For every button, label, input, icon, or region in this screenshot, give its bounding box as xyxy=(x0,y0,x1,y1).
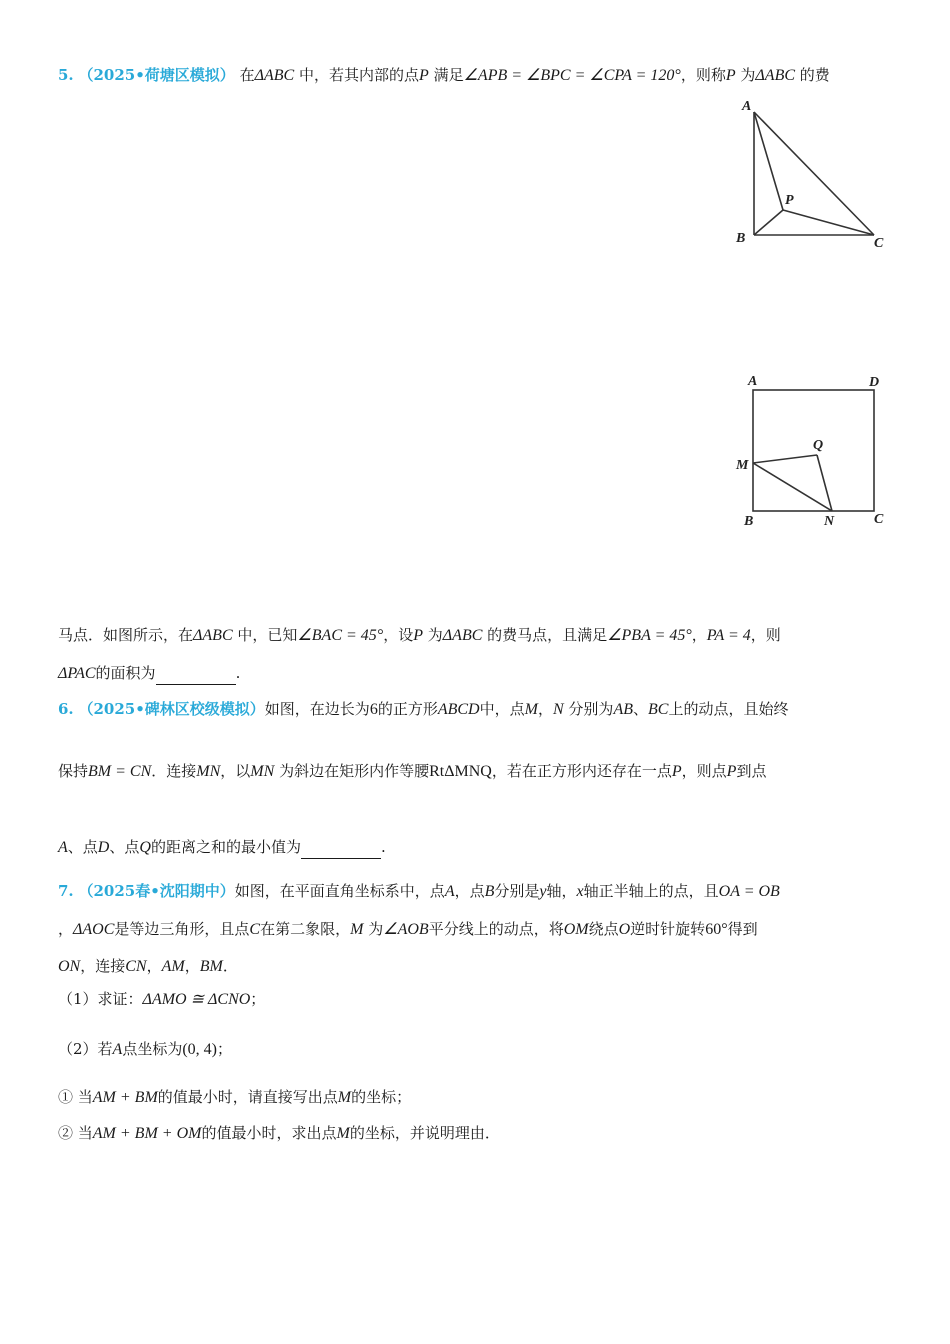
q6-line-3 xyxy=(58,836,893,859)
q6-math: P xyxy=(726,763,737,780)
q6-math: A xyxy=(58,839,68,856)
q5-text: ，则称 xyxy=(680,66,726,84)
q7-math: C xyxy=(249,921,261,938)
q7-math: x xyxy=(576,883,584,900)
q7-math: AM + BM + OM xyxy=(92,1125,202,1142)
q6-math: BM = CN xyxy=(88,763,152,780)
q5-triangle-figure xyxy=(728,96,898,256)
q6-text: ，则点 xyxy=(681,762,727,780)
q5-text: 在 xyxy=(239,66,255,84)
q7-text: 轴正半轴上的点，且 xyxy=(583,882,719,900)
q6-math: Q xyxy=(139,839,151,856)
q7-math: M xyxy=(350,921,364,938)
q5-number: 5. xyxy=(58,66,74,84)
q6-line-1 xyxy=(58,698,893,721)
q7-part-2 xyxy=(58,1038,893,1061)
q7-text: 是等边三角形，且点 xyxy=(114,920,250,938)
q7-math: OA = OB xyxy=(718,883,780,900)
q5-text: ， xyxy=(691,626,707,644)
q5-text: 的面积为 xyxy=(95,664,156,682)
q7-text: ， xyxy=(184,957,200,975)
q7-text: 点坐标为 xyxy=(122,1040,183,1058)
q6-text: . xyxy=(380,838,386,856)
q7-text: ； xyxy=(217,1040,233,1058)
q6-math: N xyxy=(552,701,564,718)
q6-label-m: M xyxy=(736,458,749,473)
q7-line-1 xyxy=(58,880,893,903)
q5-label-c: C xyxy=(874,236,884,251)
q5-math: ∠PBA = 45° xyxy=(607,627,692,644)
q5-text: 中，若其内部的点 xyxy=(298,66,419,84)
q6-math: MN xyxy=(250,763,275,780)
q7-text: 的值最小时，求出点 xyxy=(201,1124,337,1142)
q6-text: 为斜边在矩形内作等腰 xyxy=(279,762,430,780)
q7-text: 的值最小时，请直接写出点 xyxy=(157,1088,338,1106)
q6-label-c: C xyxy=(874,512,884,527)
q7-line-3 xyxy=(58,955,893,978)
q6-text: ，以 xyxy=(220,762,251,780)
q6-math: M xyxy=(524,701,538,718)
q7-math: AM xyxy=(161,958,185,975)
q7-text: 轴， xyxy=(546,882,577,900)
q7-text: ； xyxy=(250,990,266,1008)
q7-text: 在第二象限， xyxy=(260,920,351,938)
q5-math: ΔPAC xyxy=(58,665,96,682)
q7-line-2 xyxy=(58,918,893,941)
q7-text: 的坐标，并说明理由． xyxy=(349,1124,500,1142)
q6-math: MN xyxy=(196,763,221,780)
q5-text: ，设 xyxy=(383,626,414,644)
q6-text: ， xyxy=(537,700,553,718)
q7-text: 为 xyxy=(368,920,384,938)
q6-text: 分别为 xyxy=(568,700,614,718)
q5-text: . xyxy=(235,664,241,682)
q7-text: ， xyxy=(146,957,162,975)
q7-subpart-label: ① 当 xyxy=(58,1088,93,1106)
q6-math: AB xyxy=(613,701,633,718)
q6-math: RtΔMNQ xyxy=(429,763,492,780)
q6-text: ，若在正方形内还存在一点 xyxy=(491,762,672,780)
q7-math: ΔAMO ≅ ΔCNO xyxy=(142,991,251,1008)
q5-text: 满足 xyxy=(433,66,464,84)
q7-text: ，连接 xyxy=(80,957,126,975)
q6-math: ABCD xyxy=(437,701,480,718)
q7-text: ，点 xyxy=(454,882,485,900)
q7-math: B xyxy=(484,883,495,900)
q6-math: BC xyxy=(648,701,669,718)
q6-text: 的距离之和的最小值为 xyxy=(150,838,301,856)
q6-text: 的正方形 xyxy=(377,700,438,718)
q6-square-figure xyxy=(728,370,898,532)
q7-text: 逆时针旋转 xyxy=(630,920,706,938)
q6-math: 6 xyxy=(369,701,378,718)
q7-math: ΔAOC xyxy=(73,921,115,938)
q5-math: P xyxy=(725,67,736,84)
q7-part-1 xyxy=(58,988,893,1011)
q5-answer-blank[interactable] xyxy=(156,668,236,685)
q7-source-tag: （2025春•沈阳期中） xyxy=(78,882,235,900)
q5-label-a: A xyxy=(742,99,752,114)
q7-part-label: （1）求证： xyxy=(58,990,143,1008)
q5-math: ∠APB = ∠BPC = ∠CPA = 120° xyxy=(463,67,681,84)
q7-text: 分别是 xyxy=(494,882,540,900)
q7-part-label: （2）若 xyxy=(58,1040,113,1058)
q5-text: ，则 xyxy=(750,626,781,644)
q6-math: D xyxy=(97,839,110,856)
q7-text: 平分线上的动点，将 xyxy=(428,920,564,938)
q7-subpart-2 xyxy=(58,1122,893,1145)
q7-math: (0, 4) xyxy=(182,1041,217,1058)
q5-line-2 xyxy=(58,624,893,647)
q7-math: y xyxy=(539,883,547,900)
q5-text: 为 xyxy=(740,66,756,84)
q7-math: CN xyxy=(125,958,147,975)
q5-source-tag: （2025•荷塘区模拟） xyxy=(78,66,235,84)
q7-math: AM + BM xyxy=(92,1089,158,1106)
q5-label-p: P xyxy=(785,193,794,208)
q5-text: 中，已知 xyxy=(237,626,298,644)
q5-line-3 xyxy=(58,662,893,685)
q7-math: ON xyxy=(58,958,81,975)
q6-text: ．连接 xyxy=(151,762,197,780)
q5-math: P xyxy=(419,67,429,84)
q6-text: 中，点 xyxy=(479,700,525,718)
q5-text: 的费马点，且满足 xyxy=(487,626,608,644)
q6-source-tag: （2025•碑林区校级模拟） xyxy=(78,700,265,718)
q5-math: ΔABC xyxy=(442,627,483,644)
q5-text: 的费 xyxy=(799,66,830,84)
q6-label-a: A xyxy=(748,374,758,389)
q7-math: 60° xyxy=(705,921,728,938)
q5-math: ΔABC xyxy=(755,67,796,84)
q7-text: ， xyxy=(58,920,74,938)
q6-text: 、点 xyxy=(67,838,98,856)
q7-math: BM xyxy=(199,958,223,975)
q6-text: 如图，在边长为 xyxy=(264,700,370,718)
q5-math: ΔABC xyxy=(254,67,295,84)
q6-text: 保持 xyxy=(58,762,89,780)
q7-subpart-1 xyxy=(58,1086,893,1109)
q5-text: 马点．如图所示，在 xyxy=(58,626,194,644)
q5-math: ∠BAC = 45° xyxy=(297,627,384,644)
q7-text: 的坐标； xyxy=(351,1088,412,1106)
q7-text: 绕点 xyxy=(588,920,619,938)
q6-label-d: D xyxy=(869,375,880,390)
q7-math: A xyxy=(444,883,455,900)
q7-text: ． xyxy=(222,957,238,975)
q7-subpart-label: ② 当 xyxy=(58,1124,93,1142)
q7-math: ∠AOB xyxy=(383,921,429,938)
q6-answer-blank[interactable] xyxy=(301,842,381,859)
q6-line-2 xyxy=(58,760,893,783)
q6-text: 到点 xyxy=(736,762,767,780)
q7-math: M xyxy=(336,1125,350,1142)
q7-math: M xyxy=(337,1089,352,1106)
q6-number: 6. xyxy=(58,700,74,718)
q7-math: A xyxy=(112,1041,123,1058)
q6-label-q: Q xyxy=(813,438,824,453)
q6-text: 、 xyxy=(632,700,648,718)
q5-math: P xyxy=(413,627,423,644)
q7-text: 得到 xyxy=(727,920,758,938)
q6-label-b: B xyxy=(744,514,754,529)
q7-math: OM xyxy=(563,921,589,938)
q6-text: 、点 xyxy=(109,838,140,856)
q5-line-1 xyxy=(58,64,893,87)
q6-text: 上的动点，且始终 xyxy=(668,700,789,718)
q6-label-n: N xyxy=(824,514,835,529)
q5-math: ΔABC xyxy=(193,627,233,644)
q7-text: 如图，在平面直角坐标系中，点 xyxy=(234,882,445,900)
q5-text: 为 xyxy=(427,626,443,644)
q7-number: 7. xyxy=(58,882,74,900)
q7-math: O xyxy=(618,921,631,938)
q6-math: P xyxy=(671,763,682,780)
q5-math: PA = 4 xyxy=(706,627,751,644)
q5-label-b: B xyxy=(736,231,746,246)
